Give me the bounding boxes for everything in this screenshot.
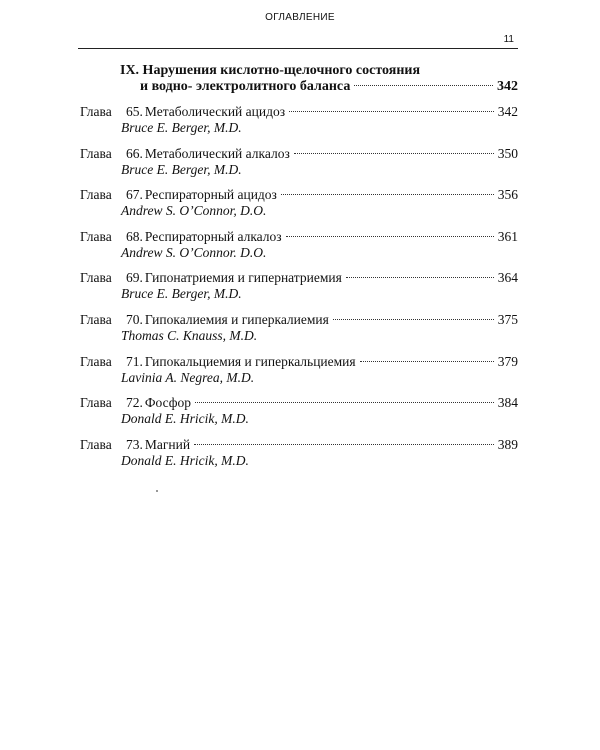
chapter-title: Гипокалиемия и гиперкалиемия bbox=[144, 311, 329, 327]
scan-speck bbox=[156, 490, 158, 492]
chapter-author: Bruce E. Berger, M.D. bbox=[121, 161, 242, 177]
chapter-page-number: 361 bbox=[497, 228, 518, 244]
part-title-line1: IX. Нарушения кислотно-щелочного состояния bbox=[120, 63, 421, 78]
chapter-number: 73. bbox=[126, 436, 143, 452]
running-head: ОГЛАВЛЕНИЕ bbox=[265, 12, 335, 23]
chapter-label: Глава bbox=[80, 145, 112, 161]
chapter-label: Глава bbox=[80, 104, 112, 119]
chapter-label: Глава bbox=[80, 270, 112, 286]
toc-entry[interactable] bbox=[80, 354, 518, 396]
dot-leader bbox=[360, 361, 494, 362]
dot-leader bbox=[286, 236, 494, 237]
header-rule bbox=[78, 48, 518, 49]
chapter-number: 72. bbox=[126, 395, 143, 411]
chapter-title: Гипокальциемия и гиперкальциемия bbox=[144, 353, 356, 369]
chapter-page-number: 364 bbox=[497, 270, 518, 286]
chapter-title: Респираторный ацидоз bbox=[144, 187, 277, 203]
chapter-page-number: 375 bbox=[497, 311, 518, 327]
chapter-title: Респираторный алкалоз bbox=[144, 228, 282, 244]
chapter-page-number: 350 bbox=[497, 145, 518, 161]
chapter-page-number: 342 bbox=[497, 104, 518, 119]
chapter-author: Andrew S. O’Connor, D.O. bbox=[121, 203, 267, 219]
chapter-label: Глава bbox=[80, 311, 112, 327]
chapter-author: Bruce E. Berger, M.D. bbox=[121, 286, 242, 302]
chapter-number: 69. bbox=[126, 270, 143, 286]
chapter-label: Глава bbox=[80, 187, 112, 203]
page-number: 11 bbox=[503, 34, 514, 45]
chapter-page-number: 379 bbox=[497, 353, 518, 369]
part-title-line2-row bbox=[120, 79, 518, 95]
toc-entry[interactable] bbox=[80, 395, 518, 437]
dot-leader bbox=[333, 319, 494, 320]
chapter-author: Lavinia A. Negrea, M.D. bbox=[121, 369, 255, 385]
chapter-title: Метаболический ацидоз bbox=[144, 104, 286, 119]
dot-leader bbox=[194, 444, 494, 445]
toc-entry[interactable] bbox=[80, 187, 518, 229]
toc-entry[interactable] bbox=[80, 312, 518, 354]
chapter-page-number: 389 bbox=[497, 436, 518, 452]
chapter-page-number: 356 bbox=[497, 187, 518, 203]
chapter-author: Thomas C. Knauss, M.D. bbox=[121, 327, 258, 343]
dot-leader bbox=[195, 402, 494, 403]
chapter-title: Фосфор bbox=[144, 395, 192, 411]
dot-leader bbox=[294, 153, 494, 154]
dot-leader bbox=[354, 85, 493, 86]
chapter-number: 67. bbox=[126, 187, 143, 203]
part-page-number: 342 bbox=[497, 79, 518, 94]
chapter-number: 66. bbox=[126, 145, 143, 161]
chapter-author: Andrew S. O’Connor. D.O. bbox=[121, 244, 267, 260]
chapter-label: Глава bbox=[80, 436, 112, 452]
chapter-number: 68. bbox=[126, 228, 143, 244]
toc-entry[interactable] bbox=[80, 104, 518, 146]
chapter-title: Гипонатриемия и гипернатриемия bbox=[144, 270, 342, 286]
dot-leader bbox=[289, 111, 494, 112]
part-heading bbox=[120, 63, 518, 95]
chapter-label: Глава bbox=[80, 353, 112, 369]
chapter-label: Глава bbox=[80, 228, 112, 244]
chapter-author: Bruce E. Berger, M.D. bbox=[121, 120, 242, 135]
chapter-title: Метаболический алкалоз bbox=[144, 145, 290, 161]
chapter-number: 65. bbox=[126, 104, 143, 119]
chapter-title: Магний bbox=[144, 436, 191, 452]
toc-entries bbox=[80, 104, 518, 478]
chapter-author: Donald E. Hricik, M.D. bbox=[121, 452, 249, 468]
chapter-label: Глава bbox=[80, 395, 112, 411]
part-title-line2: и водно- электролитного баланса bbox=[140, 79, 351, 94]
dot-leader bbox=[346, 277, 494, 278]
dot-leader bbox=[281, 194, 494, 195]
toc-entry[interactable] bbox=[80, 270, 518, 312]
toc-entry[interactable] bbox=[80, 146, 518, 188]
toc-entry[interactable] bbox=[80, 437, 518, 479]
chapter-number: 70. bbox=[126, 311, 143, 327]
chapter-number: 71. bbox=[126, 353, 143, 369]
chapter-author: Donald E. Hricik, M.D. bbox=[121, 411, 249, 427]
chapter-page-number: 384 bbox=[497, 395, 518, 411]
toc-entry[interactable] bbox=[80, 229, 518, 271]
